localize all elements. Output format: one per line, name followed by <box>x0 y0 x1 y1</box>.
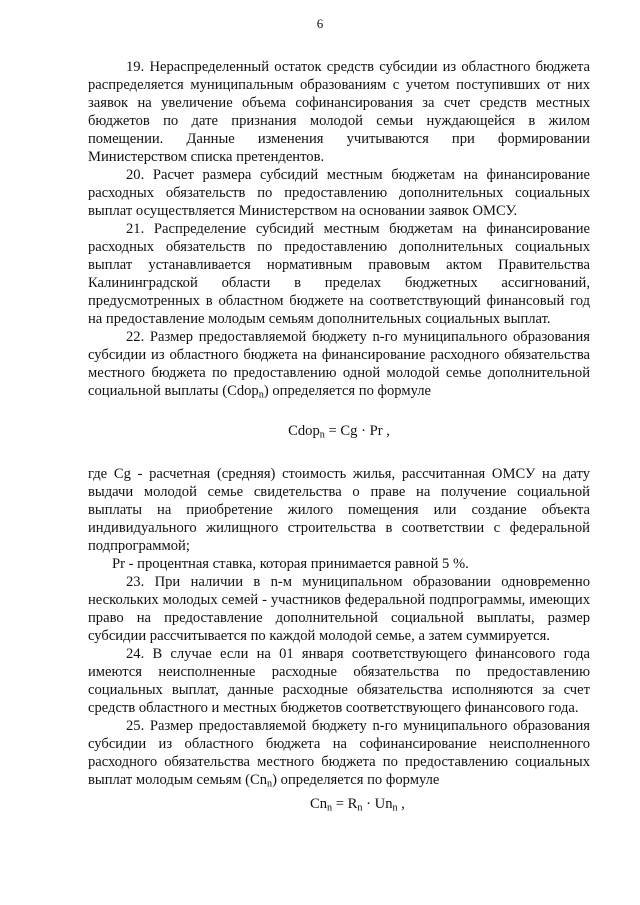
formula-cn-lhs: Cn <box>310 796 328 812</box>
paragraph-20: 20. Расчет размера субсидий местным бюджетам на финансирование расходных обязательств по предоставлению дополнительных социальных выплат осуществляется Министерством на основании заявок ОМСУ. <box>88 167 590 219</box>
paragraph-21: 21. Распределение субсидий местным бюджетам на финансирование расходных обязательств по предоставлению дополнительных социальных выплат устанавливается нормативным правовым актом Правительства Калининградской области в пределах бюджетных ассигнований, предусмотренных в областном бюджете на соответствующий финансовый год на предоставление молодым семьям дополнительных социальных выплат. <box>88 221 590 327</box>
formula-cdop-lhs: Cdop <box>288 423 320 439</box>
formula-cn-r-sub: n <box>357 802 363 814</box>
paragraph-25-tail: ) определяется по формуле <box>272 772 440 788</box>
paragraph-23: 23. При наличии в n-м муниципальном образовании одновременно нескольких молодых семей - участников федеральной подпрограммы, имеющих право на предоставление дополнительной социальной выплаты, размер субсидии рассчитывается по каждой молодой семье, а затем суммируется. <box>88 574 590 644</box>
paragraph-22-subscript: n <box>258 389 264 401</box>
document-body <box>88 58 590 813</box>
paragraph-25-subscript: n <box>267 778 273 790</box>
formula-cdop-rhs: = Cg · Pr , <box>324 423 390 439</box>
formula-cn-end: , <box>397 796 405 812</box>
paragraph-22-tail: ) определяется по формуле <box>263 383 432 399</box>
paragraph-19: 19. Нераспределенный остаток средств субсидии из областного бюджета распределяется муниципальным образованиям с учетом поступивших от них заявок на увеличение объема софинансирования за счет средств местных бюджетов по дате признания молодой семьи нуждающейся в жилом помещении. Данные изменения учитываются при формировании Министерством списка претендентов. <box>88 59 590 165</box>
formula-cdop-lhs-sub: n <box>319 429 325 441</box>
paragraph-25 <box>88 717 590 789</box>
paragraph-24: 24. В случае если на 01 января соответствующего финансового года имеются неисполненные расходные обязательства по предоставлению социальных выплат, данные расходные обязательства исполняются за счет средств областного и местных бюджетов соответствующего финансового года. <box>88 646 590 716</box>
paragraph-22 <box>88 328 590 400</box>
formula-cn <box>88 795 590 813</box>
formula-cdop <box>88 422 590 440</box>
definition-cg: где Cg - расчетная (средняя) стоимость жилья, рассчитанная ОМСУ на дату выдачи молодой семье свидетельства о праве на получение социальной выплаты на приобретение жилого помещения или создание объекта индивидуального жилищного строительства в соответствии с федеральной подпрограммой; <box>88 466 590 554</box>
paragraph-25-text: 25. Размер предоставляемой бюджету n-го муниципального образования субсидии из областного бюджета на софинансирование неисполненного расходного обязательства местного бюджета по предоставлению социальных выплат молодым семьям (Cn <box>88 718 590 788</box>
formula-cn-eq-r: = R <box>332 796 358 812</box>
formula-cn-un-sub: n <box>392 802 398 814</box>
definition-pr: Pr - процентная ставка, которая принимается равной 5 %. <box>112 556 469 572</box>
formula-cn-lhs-sub: n <box>327 802 333 814</box>
paragraph-22-text: 22. Размер предоставляемой бюджету n-го муниципального образования субсидии из областного бюджета на финансирование расходного обязательства местного бюджета по предоставлению одной молодой семье дополнительной социальной выплаты (Cdop <box>88 329 590 399</box>
formula-cn-un: · Un <box>362 796 393 812</box>
page-number: 6 <box>316 16 324 31</box>
